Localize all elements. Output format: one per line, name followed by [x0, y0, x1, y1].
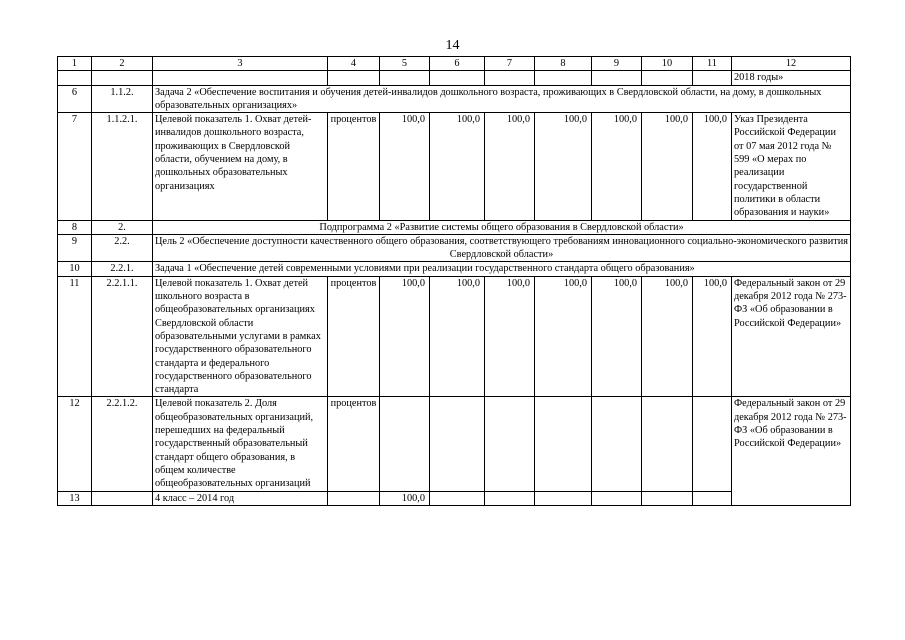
cell-indicator-name: Целевой показатель 1. Охват детей-инвалидов дошкольного возраста, проживающих в Свердловской области, обучением на дому, в дошкольных образовательных организациях [153, 113, 328, 220]
cell-value: 100,0 [642, 113, 693, 220]
cell-source: Федеральный закон от 29 декабря 2012 года № 273-ФЗ «Об образовании в Российской Федерации» [732, 276, 851, 397]
cell-row-number: 7 [58, 113, 92, 220]
page-number: 14 [445, 38, 460, 53]
table-row-6 [58, 85, 851, 113]
cell-source: Указ Президента Российской Федерации от 07 мая 2012 года № 599 «О мерах по реализации государственной политики в области образования и науки» [732, 113, 851, 220]
cell-code [92, 491, 153, 505]
cell-value: 100,0 [485, 113, 535, 220]
cell-indicator-name: Целевой показатель 1. Охват детей школьного возраста в общеобразовательных организациях Свердловской области образовательными услугами в рамках государственного образовательного стандарта и федерального государственного образовательного стандарта [153, 276, 328, 397]
cell-value: 100,0 [380, 491, 430, 505]
cell-value: 100,0 [485, 276, 535, 397]
col-number-8: 8 [535, 57, 592, 71]
cell-unit: процентов [328, 113, 380, 220]
table-row-continuation [58, 71, 851, 85]
cell-value: 100,0 [693, 113, 732, 220]
cell-value [592, 491, 642, 505]
cell-code: 1.1.2. [92, 85, 153, 113]
cell-code: 2.2.1.2. [92, 397, 153, 491]
cell-code: 2.2.1. [92, 262, 153, 276]
cell-source: 2018 годы» [732, 71, 851, 85]
cell-value [430, 491, 485, 505]
col-number-6: 6 [430, 57, 485, 71]
cell-value: 100,0 [535, 276, 592, 397]
col-number-10: 10 [642, 57, 693, 71]
column-number-row [58, 57, 851, 71]
cell-source: Федеральный закон от 29 декабря 2012 года № 273-ФЗ «Об образовании в Российской Федерации» [732, 397, 851, 505]
cell-value: 100,0 [535, 113, 592, 220]
col-number-12: 12 [732, 57, 851, 71]
table-row-12 [58, 397, 851, 491]
cell-goal-title: Цель 2 «Обеспечение доступности качественного общего образования, соответствующего требованиям инновационного социально-экономического развития Свердловской области» [153, 234, 851, 262]
cell-value [693, 397, 732, 491]
table-row-7 [58, 113, 851, 220]
cell-unit: процентов [328, 276, 380, 397]
indicators-table [57, 56, 851, 506]
cell-row-number: 10 [58, 262, 92, 276]
cell-value: 100,0 [430, 276, 485, 397]
cell-value [592, 397, 642, 491]
cell-value [535, 397, 592, 491]
cell-value: 100,0 [430, 113, 485, 220]
col-number-4: 4 [328, 57, 380, 71]
cell-value [485, 397, 535, 491]
cell-unit [328, 491, 380, 505]
col-number-2: 2 [92, 57, 153, 71]
cell-code: 2.2. [92, 234, 153, 262]
cell-row-number: 8 [58, 220, 92, 234]
cell-unit: процентов [328, 397, 380, 491]
col-number-7: 7 [485, 57, 535, 71]
cell-indicator-name: Целевой показатель 2. Доля общеобразовательных организаций, перешедших на федеральный государственный образовательный стандарт общего образования, в общем количестве общеобразовательных организаций [153, 397, 328, 491]
cell-value: 100,0 [380, 276, 430, 397]
table-row-10 [58, 262, 851, 276]
cell-row-number: 9 [58, 234, 92, 262]
cell-value: 100,0 [592, 276, 642, 397]
cell-task-title: Задача 2 «Обеспечение воспитания и обучения детей-инвалидов дошкольного возраста, проживающих в Свердловской области, на дому, в дошкольных образовательных организациях» [153, 85, 851, 113]
table-row-9 [58, 234, 851, 262]
cell-value [693, 491, 732, 505]
cell-code: 2. [92, 220, 153, 234]
col-number-9: 9 [592, 57, 642, 71]
cell-value [485, 491, 535, 505]
col-number-3: 3 [153, 57, 328, 71]
cell-value: 100,0 [592, 113, 642, 220]
cell-row-number: 12 [58, 397, 92, 491]
cell-code: 1.1.2.1. [92, 113, 153, 220]
cell-subprogram-title: Подпрограмма 2 «Развитие системы общего образования в Свердловской области» [153, 220, 851, 234]
cell-value [380, 397, 430, 491]
col-number-5: 5 [380, 57, 430, 71]
cell-indicator-name: 4 класс – 2014 год [153, 491, 328, 505]
col-number-1: 1 [58, 57, 92, 71]
cell-value: 100,0 [642, 276, 693, 397]
table-row-11 [58, 276, 851, 397]
cell-task-title: Задача 1 «Обеспечение детей современными условиями при реализации государственного стандарта общего образования» [153, 262, 851, 276]
table-row-8 [58, 220, 851, 234]
cell-value [642, 397, 693, 491]
cell-code: 2.2.1.1. [92, 276, 153, 397]
col-number-11: 11 [693, 57, 732, 71]
cell-row-number: 6 [58, 85, 92, 113]
cell-value [642, 491, 693, 505]
cell-value [430, 397, 485, 491]
cell-value: 100,0 [693, 276, 732, 397]
cell-row-number: 13 [58, 491, 92, 505]
cell-row-number: 11 [58, 276, 92, 397]
cell-value: 100,0 [380, 113, 430, 220]
cell-value [535, 491, 592, 505]
